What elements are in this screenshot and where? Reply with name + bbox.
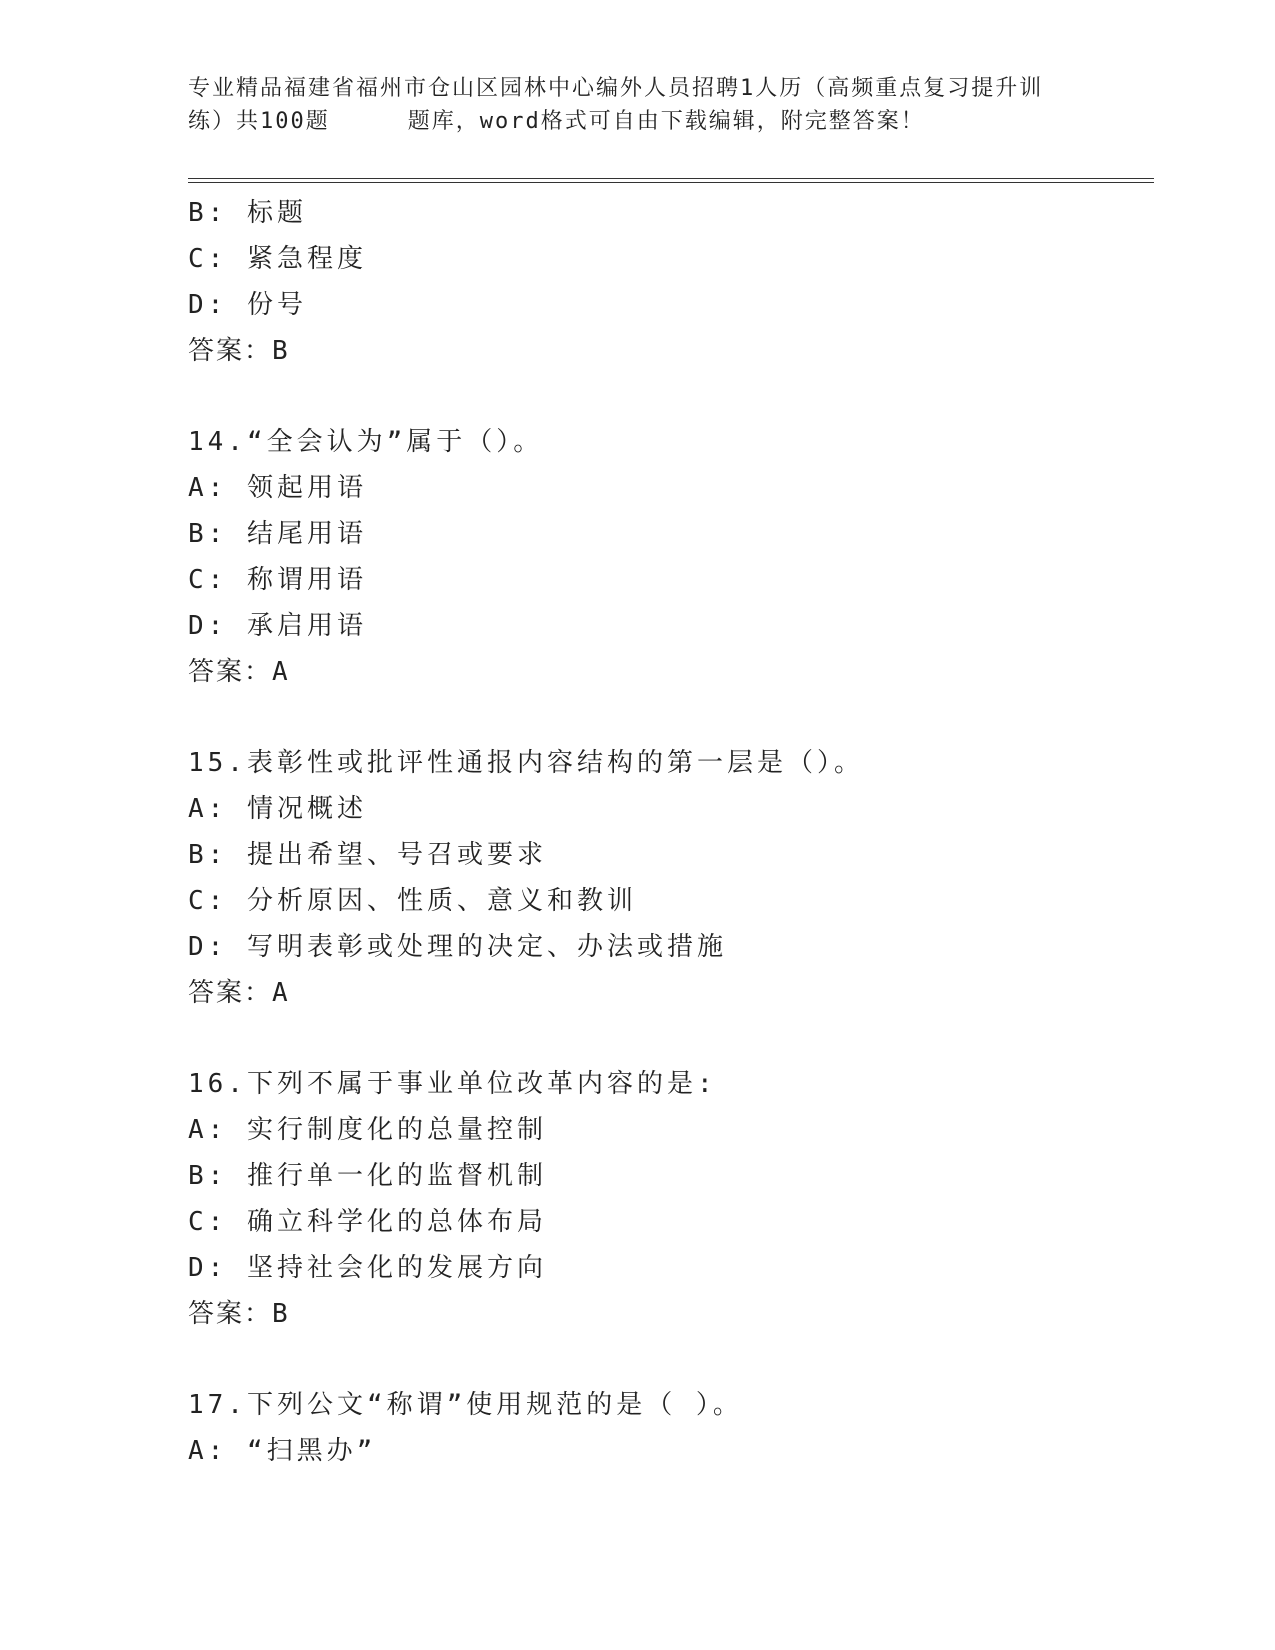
- answer-line: 答案：A: [188, 978, 290, 1008]
- option-b: B: 提出希望、号召或要求: [188, 840, 547, 870]
- question-stem: 14.“全会认为”属于（）。: [188, 427, 544, 457]
- answer-line: 答案：B: [188, 336, 290, 366]
- option-a: A: 情况概述: [188, 794, 367, 824]
- option-a: A: 领起用语: [188, 473, 367, 503]
- answer-line: 答案：B: [188, 1299, 290, 1329]
- question-16: [188, 1061, 1128, 1337]
- question-stem: 16.下列不属于事业单位改革内容的是:: [188, 1069, 717, 1099]
- question-14: [188, 419, 1128, 695]
- header-title-line1: 专业精品福建省福州市仓山区园林中心编外人员招聘1人历（高频重点复习提升训: [188, 76, 1044, 101]
- option-d: D: 坚持社会化的发展方向: [188, 1253, 547, 1283]
- question-content: [188, 190, 1128, 1474]
- option-c: C: 分析原因、性质、意义和教训: [188, 886, 637, 916]
- option-a: A: “扫黑办”: [188, 1436, 377, 1466]
- question-stem: 17.下列公文“称谓”使用规范的是（ ）。: [188, 1390, 743, 1420]
- option-b: B: 结尾用语: [188, 519, 367, 549]
- question-stem: 15.表彰性或批评性通报内容结构的第一层是（）。: [188, 748, 864, 778]
- question-17: [188, 1382, 1128, 1474]
- header-divider-bottom: [188, 182, 1154, 183]
- option-a: A: 实行制度化的总量控制: [188, 1115, 547, 1145]
- option-d: D: 承启用语: [188, 611, 367, 641]
- option-b: B: 标题: [188, 198, 307, 228]
- option-d: D: 写明表彰或处理的决定、办法或措施: [188, 932, 727, 962]
- question-15: [188, 740, 1128, 1016]
- answer-line: 答案：A: [188, 657, 290, 687]
- option-c: C: 确立科学化的总体布局: [188, 1207, 547, 1237]
- page-header: [188, 72, 1088, 138]
- option-b: B: 推行单一化的监督机制: [188, 1161, 547, 1191]
- header-divider-top: [188, 178, 1154, 179]
- question-13-continued: [188, 190, 1128, 374]
- option-c: C: 称谓用语: [188, 565, 367, 595]
- header-title-line2: [188, 105, 1088, 138]
- option-d: D: 份号: [188, 290, 307, 320]
- header-title-line2-end: 题库，word格式可自由下载编辑，附完整答案！: [407, 109, 925, 134]
- option-c: C: 紧急程度: [188, 244, 367, 274]
- header-title-line2-start: 练）共100题: [188, 109, 330, 134]
